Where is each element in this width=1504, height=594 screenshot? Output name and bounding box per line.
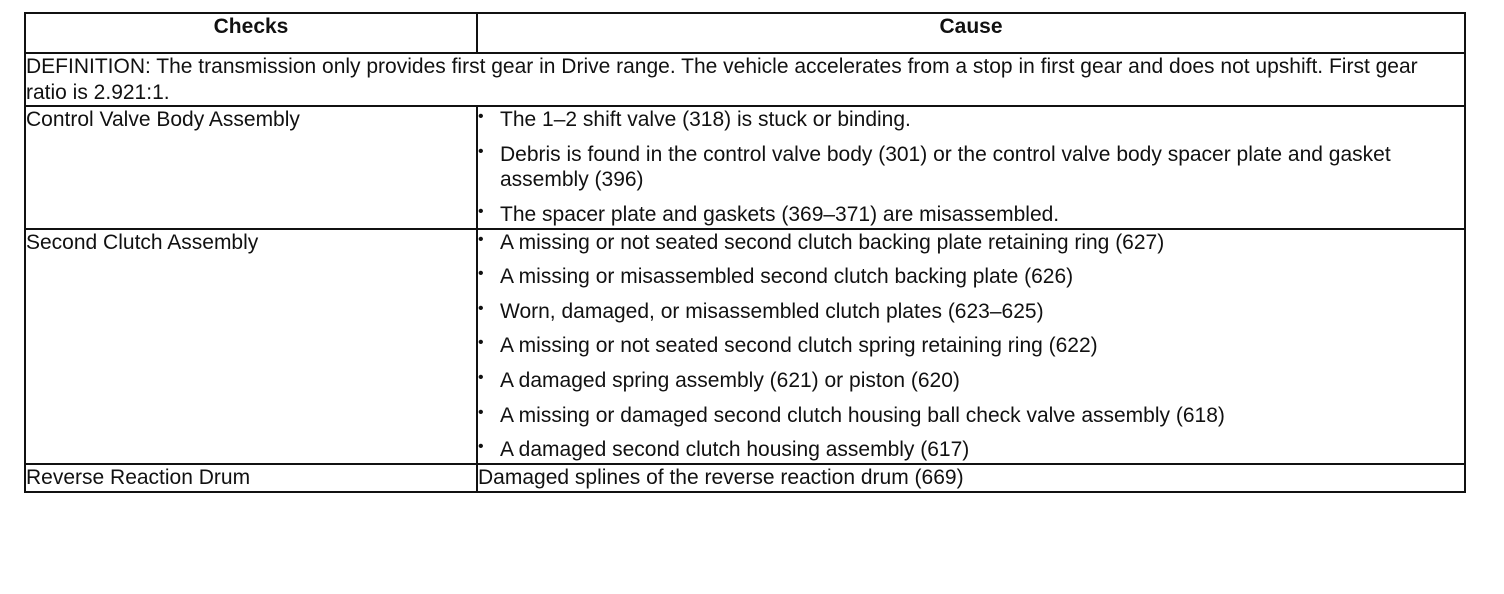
cause-item: [478, 333, 1464, 359]
causes-second-clutch: [477, 229, 1465, 464]
cause-text: Debris is found in the control valve body (301) or the control valve body spacer plate and gasket assembly (396): [500, 142, 1391, 192]
causes-control-valve-body: [477, 106, 1465, 228]
table-row-control-valve-body: [25, 106, 1465, 228]
cause-item: [478, 403, 1464, 429]
bullet-icon: •: [478, 108, 484, 126]
definition-row: [25, 53, 1465, 106]
cause-item: [478, 264, 1464, 290]
cause-text: A missing or not seated second clutch backing plate retaining ring (627): [500, 230, 1165, 254]
check-second-clutch: Second Clutch Assembly: [25, 229, 477, 464]
bullet-icon: •: [478, 299, 484, 317]
cause-item: [478, 142, 1464, 193]
cause-item: [478, 368, 1464, 394]
check-control-valve-body: Control Valve Body Assembly: [25, 106, 477, 228]
cause-reverse-reaction-drum: Damaged splines of the reverse reaction drum (669): [477, 464, 1465, 492]
column-header-cause: Cause: [477, 13, 1465, 53]
cause-item: [478, 437, 1464, 463]
cause-text: A damaged spring assembly (621) or piston (620): [500, 369, 960, 393]
bullet-icon: •: [478, 230, 484, 248]
cause-text: A missing or misassembled second clutch backing plate (626): [500, 265, 1074, 289]
cause-text: The 1–2 shift valve (318) is stuck or binding.: [500, 108, 911, 132]
definition-text: DEFINITION: The transmission only provides first gear in Drive range. The vehicle accelerates from a stop in first gear and does not upshift. First gear ratio is 2.921:1.: [25, 53, 1465, 106]
bullet-icon: •: [478, 403, 484, 421]
cause-item: [478, 299, 1464, 325]
diagnosis-table: [24, 12, 1466, 493]
cause-text: A missing or not seated second clutch spring retaining ring (622): [500, 334, 1098, 358]
table-row-second-clutch: [25, 229, 1465, 464]
cause-text: The spacer plate and gaskets (369–371) are misassembled.: [500, 203, 1060, 227]
cause-item: [478, 202, 1464, 228]
cause-list: [478, 107, 1464, 227]
cause-text: Worn, damaged, or misassembled clutch plates (623–625): [500, 299, 1044, 323]
cause-text: A missing or damaged second clutch housing ball check valve assembly (618): [500, 403, 1225, 427]
check-reverse-reaction-drum: Reverse Reaction Drum: [25, 464, 477, 492]
bullet-icon: •: [478, 265, 484, 283]
bullet-icon: •: [478, 438, 484, 456]
table-row-reverse-reaction-drum: [25, 464, 1465, 492]
cause-item: [478, 107, 1464, 133]
cause-list: [478, 230, 1464, 463]
bullet-icon: •: [478, 334, 484, 352]
column-header-checks: Checks: [25, 13, 477, 53]
header-row: [25, 13, 1465, 53]
bullet-icon: •: [478, 369, 484, 387]
cause-text: A damaged second clutch housing assembly (617): [500, 438, 970, 462]
cause-item: [478, 230, 1464, 256]
bullet-icon: •: [478, 142, 484, 160]
bullet-icon: •: [478, 203, 484, 221]
